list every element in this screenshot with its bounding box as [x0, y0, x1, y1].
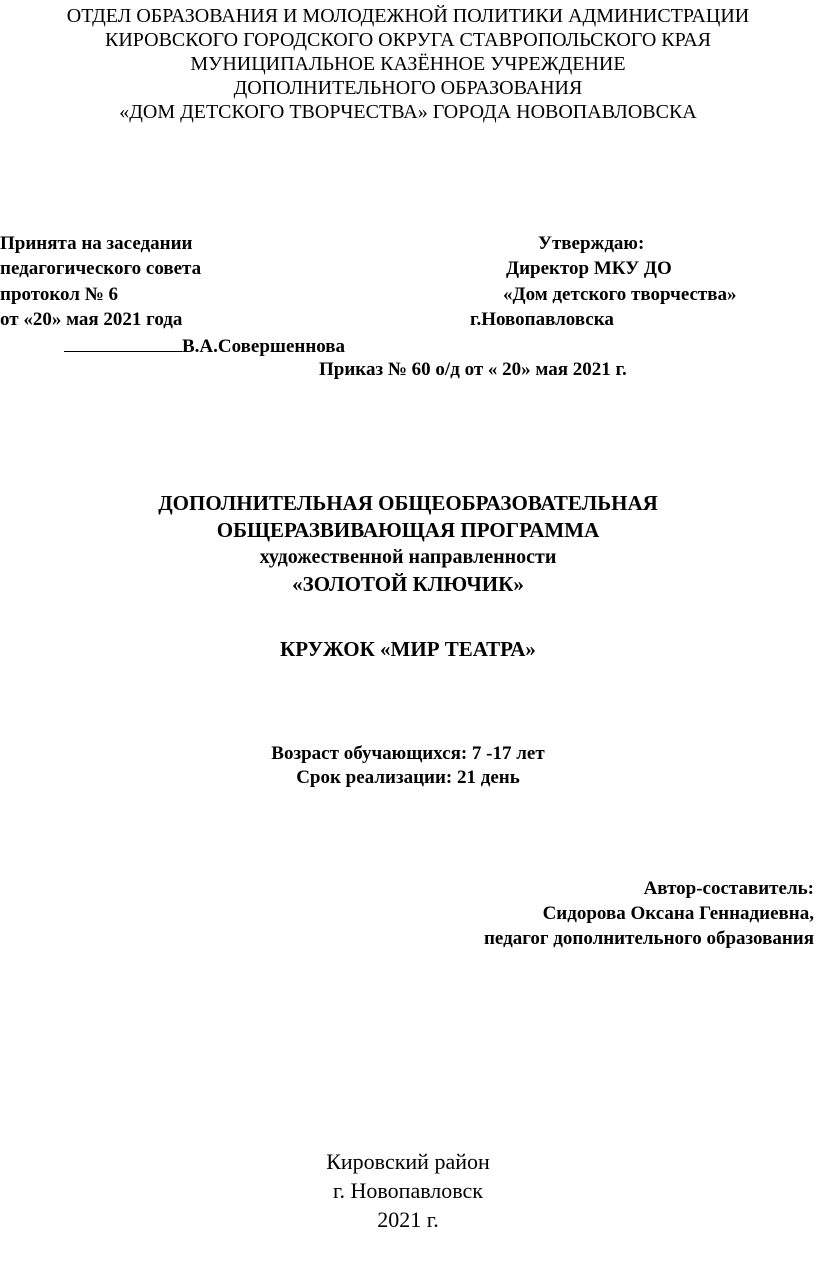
author-position: педагог дополнительного образования [483, 928, 814, 949]
order-line: Приказ № 60 о/д от « 20» мая 2021 г. [319, 359, 627, 380]
director-line: Директор МКУ ДО [506, 258, 672, 279]
signature-blank [64, 333, 182, 352]
header-line: «ДОМ ДЕТСКОГО ТВОРЧЕСТВА» ГОРОДА НОВОПАВЛОВСКА [119, 101, 697, 123]
duration-line: Срок реализации: 21 день [296, 767, 520, 788]
accepted-line: Принята на заседании [0, 233, 193, 254]
organization-header [0, 4, 816, 124]
footer-block [0, 1147, 816, 1234]
date-line: от «20» мая 2021 года [0, 309, 183, 330]
header-line: ОТДЕЛ ОБРАЗОВАНИЯ И МОЛОДЕЖНОЙ ПОЛИТИКИ АДМИНИСТРАЦИИ [66, 5, 750, 27]
author-name: Сидорова Оксана Геннадиевна, [542, 903, 814, 924]
district-line: Кировский район [326, 1149, 490, 1174]
program-name: «ЗОЛОТОЙ КЛЮЧИК» [292, 572, 524, 596]
title-line-1: ДОПОЛНИТЕЛЬНАЯ ОБЩЕОБРАЗОВАТЕЛЬНАЯ [158, 491, 658, 515]
direction-line: художественной направленности [259, 546, 557, 568]
city-line: г.Новопавловска [470, 309, 614, 330]
circle-title: КРУЖОК «МИР ТЕАТРА» [280, 637, 536, 661]
header-line: ДОПОЛНИТЕЛЬНОГО ОБРАЗОВАНИЯ [233, 77, 583, 99]
institution-line: «Дом детского творчества» [503, 284, 737, 305]
title-line-2: ОБЩЕРАЗВИВАЮЩАЯ ПРОГРАММА [216, 518, 600, 542]
signature-name: В.А.Совершеннова [182, 336, 346, 357]
author-label: Автор-составитель: [643, 878, 814, 899]
approve-label: Утверждаю: [538, 233, 645, 254]
program-meta [0, 742, 816, 790]
age-line: Возраст обучающихся: 7 -17 лет [271, 743, 545, 764]
council-line: педагогического совета [0, 258, 202, 279]
signature-line [64, 333, 345, 359]
year-line: 2021 г. [377, 1207, 439, 1232]
protocol-line: протокол № 6 [0, 284, 119, 305]
city-footer-line: г. Новопавловск [333, 1178, 483, 1203]
header-line: МУНИЦИПАЛЬНОЕ КАЗЁННОЕ УЧРЕЖДЕНИЕ [190, 53, 626, 75]
author-block [484, 876, 814, 951]
header-line: КИРОВСКОГО ГОРОДСКОГО ОКРУГА СТАВРОПОЛЬСКОГО КРАЯ [105, 29, 711, 51]
program-title [0, 490, 816, 598]
